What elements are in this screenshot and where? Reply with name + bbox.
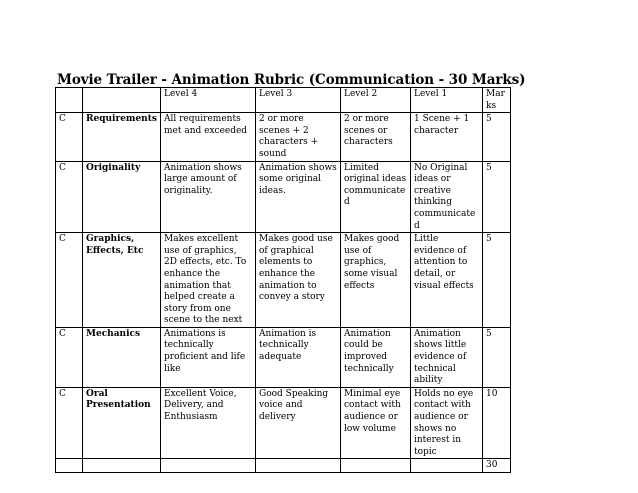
row-criterion: Mechanics [83, 327, 161, 387]
row-marks: 5 [483, 233, 511, 328]
header-level-1: Level 1 [411, 88, 483, 113]
row-code: C [56, 327, 83, 387]
row-marks: 10 [483, 387, 511, 459]
row-level-1: Holds no eye contact with audience or shows no interest in topic [411, 387, 483, 459]
row-level-3: Good Speaking voice and delivery [256, 387, 341, 459]
row-level-3: Makes good use of graphical elements to enhance the animation to convey a story [256, 233, 341, 328]
row-code: C [56, 387, 83, 459]
row-level-4: Animations is technically proficient and life like [161, 327, 256, 387]
total-row [56, 459, 511, 473]
rubric-table [55, 87, 511, 473]
rubric-title: Movie Trailer - Animation Rubric (Communication - 30 Marks) [57, 72, 526, 88]
row-level-1: 1 Scene + 1 character [411, 113, 483, 161]
table-row [56, 161, 511, 233]
row-criterion: Oral Presentation [83, 387, 161, 459]
row-marks: 5 [483, 327, 511, 387]
row-criterion: Requirements [83, 113, 161, 161]
row-level-4: Excellent Voice, Delivery, and Enthusiasm [161, 387, 256, 459]
total-empty-cell [56, 459, 83, 473]
row-level-2: 2 or more scenes or characters [341, 113, 411, 161]
row-level-3: Animation shows some original ideas. [256, 161, 341, 233]
total-empty-cell [341, 459, 411, 473]
row-level-2: Makes good use of graphics, some visual effects [341, 233, 411, 328]
row-marks: 5 [483, 161, 511, 233]
table-row [56, 387, 511, 459]
row-level-4: Makes excellent use of graphics, 2D effects, etc. To enhance the animation that helped create a story from one scene to the next [161, 233, 256, 328]
header-criterion [83, 88, 161, 113]
total-marks: 30 [483, 459, 511, 473]
total-empty-cell [83, 459, 161, 473]
row-marks: 5 [483, 113, 511, 161]
total-empty-cell [411, 459, 483, 473]
header-code [56, 88, 83, 113]
row-level-4: Animation shows large amount of originality. [161, 161, 256, 233]
table-row [56, 113, 511, 161]
table-row [56, 327, 511, 387]
row-level-1: Animation shows little evidence of technical ability [411, 327, 483, 387]
row-level-1: No Original ideas or creative thinking communicated [411, 161, 483, 233]
row-code: C [56, 113, 83, 161]
row-criterion: Originality [83, 161, 161, 233]
row-level-2: Animation could be improved technically [341, 327, 411, 387]
header-row [56, 88, 511, 113]
row-level-3: 2 or more scenes + 2 characters + sound [256, 113, 341, 161]
table-row [56, 233, 511, 328]
total-empty-cell [256, 459, 341, 473]
header-marks: Marks [483, 88, 511, 113]
row-code: C [56, 161, 83, 233]
row-level-2: Minimal eye contact with audience or low volume [341, 387, 411, 459]
total-empty-cell [161, 459, 256, 473]
row-code: C [56, 233, 83, 328]
row-level-2: Limited original ideas communicated [341, 161, 411, 233]
header-level-2: Level 2 [341, 88, 411, 113]
header-level-3: Level 3 [256, 88, 341, 113]
row-level-3: Animation is technically adequate [256, 327, 341, 387]
row-criterion: Graphics, Effects, Etc [83, 233, 161, 328]
row-level-4: All requirements met and exceeded [161, 113, 256, 161]
header-level-4: Level 4 [161, 88, 256, 113]
row-level-1: Little evidence of attention to detail, or visual effects [411, 233, 483, 328]
